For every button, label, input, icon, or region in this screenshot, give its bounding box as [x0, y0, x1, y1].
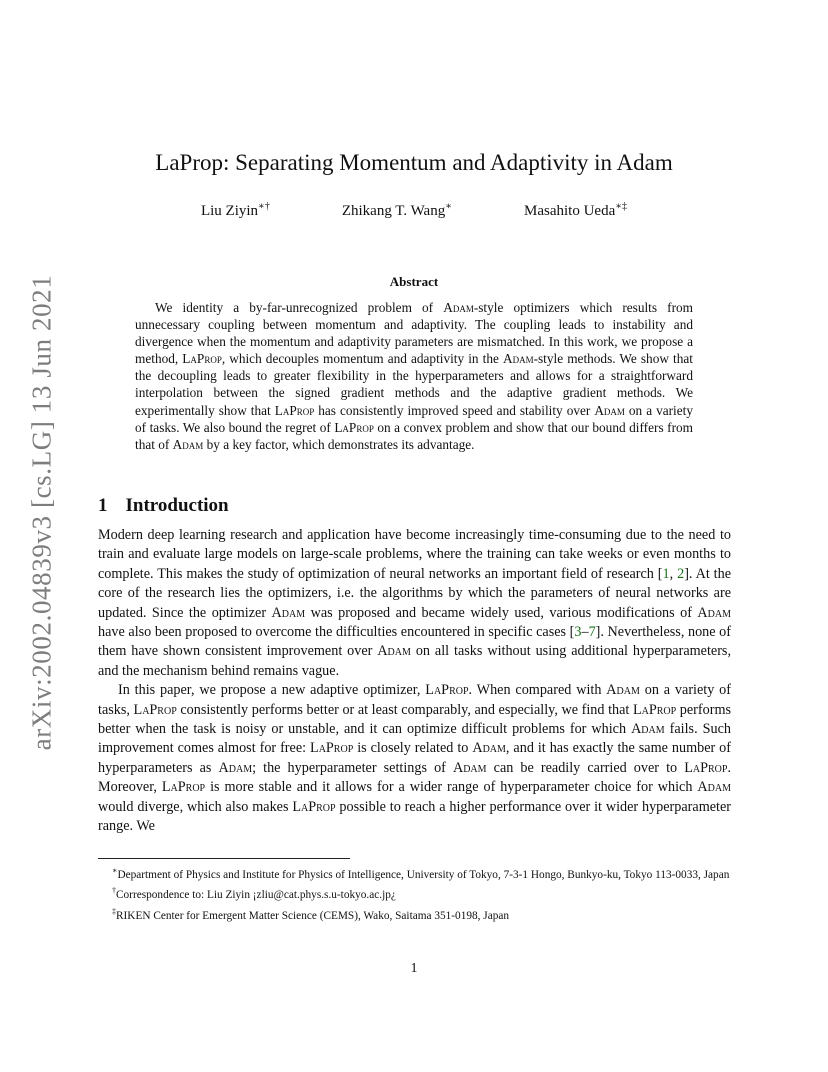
body-text-segment: . Moreover,	[98, 759, 731, 796]
footnotes	[98, 863, 731, 924]
section-title: Introduction	[125, 495, 229, 516]
method-name-laprop: LaProp	[425, 682, 469, 699]
body-text-segment: is closely related to	[353, 740, 473, 757]
author-affiliation-marks: ∗‡	[615, 201, 628, 212]
footnote-mark: †	[112, 886, 116, 896]
body-text-segment: have also been proposed to overcome the difficulties encountered in specific cases [	[98, 624, 575, 641]
method-name-adam: Adam	[218, 759, 253, 776]
body-text-segment: consistently performs better or at least comparably, and especially, we find that	[176, 701, 633, 718]
abstract-text-segment: by a key factor, which demonstrates its advantage.	[203, 436, 475, 452]
method-name-adam: Adam	[697, 604, 731, 621]
body-text-segment: –	[581, 624, 589, 641]
section-heading	[98, 495, 229, 517]
method-name-laprop: LaProp	[161, 779, 206, 796]
author-affiliation-marks: ∗†	[258, 201, 270, 212]
method-name-laprop: LaProp	[310, 740, 354, 757]
body-text-segment: ]. Nevertheless, none of them have shown consistent improvement over	[98, 624, 731, 660]
footnote	[98, 883, 731, 903]
author-list	[0, 201, 828, 220]
author	[201, 201, 270, 220]
body-text-segment: ,	[669, 565, 678, 582]
body-text-segment: ]. At the core of the research lies the optimizers, i.e. the algorithms by which the parameters of neural networks are updated. Since the optimizer	[98, 565, 732, 621]
abstract-text-segment: , which decouples momentum and adaptivity in the	[221, 351, 503, 367]
body-text-segment: In this paper, we propose a new adaptive optimizer,	[118, 682, 426, 699]
body-paragraph	[98, 526, 731, 681]
section-body	[98, 526, 731, 837]
method-name-adam: Adam	[452, 759, 487, 776]
method-name-laprop: LaProp	[292, 798, 336, 815]
abstract-text-segment: has consistently improved speed and stability over	[314, 402, 595, 418]
author	[342, 201, 452, 220]
body-text-segment: possible to reach a higher performance over it wider hyperparameter range. We	[98, 798, 731, 835]
method-name-adam: Adam	[172, 436, 204, 452]
method-name-adam: Adam	[443, 300, 474, 315]
author-name: Liu Ziyin	[200, 203, 259, 219]
method-name-laprop: LaProp	[334, 419, 374, 435]
citation-link[interactable]: 3	[574, 624, 582, 641]
abstract-heading: Abstract	[389, 274, 439, 289]
abstract-text-segment: -style methods. We show that the decoupling leads to greater flexibility in the hyperparameters and allows for a straightforward interpolation between the signed gradient methods and the adaptive gradient methods. We experimentally show that	[135, 351, 693, 418]
citation-link[interactable]: 1	[662, 565, 670, 582]
body-text-segment: ; the hyperparameter settings of	[252, 759, 453, 776]
footnote	[98, 863, 731, 883]
body-text-segment: was proposed and became widely used, various modifications of	[305, 604, 698, 621]
body-text-segment: is more stable and it allows for a wider range of hyperparameter choice for which	[205, 779, 698, 796]
method-name-adam: Adam	[472, 740, 506, 757]
footnote-text: RIKEN Center for Emergent Matter Science (CEMS), Wako, Saitama 351-0198, Japan	[116, 909, 510, 922]
method-name-adam: Adam	[594, 402, 625, 418]
section-number: 1	[98, 495, 108, 516]
body-text-segment: would diverge, which also makes	[98, 798, 293, 815]
author-name: Zhikang T. Wang	[341, 203, 446, 219]
footnote	[98, 904, 731, 924]
citation-link[interactable]: 7	[588, 624, 596, 641]
arxiv-identifier-text: arXiv:2002.04839v3 [cs.LG] 13 Jun 2021	[26, 274, 57, 750]
abstract-text-segment: on a variety of tasks. We also bound the regret of	[135, 402, 693, 435]
abstract-text-segment: -style optimizers which results from unnecessary coupling between momentum and adaptivity. The coupling leads to instability and divergence when the momentum and adaptivity parameters are mismatched. In this work, we propose a method,	[135, 300, 693, 367]
footnote-mark: ‡	[112, 906, 116, 916]
method-name-adam: Adam	[606, 682, 640, 699]
author-name: Masahito Ueda	[524, 203, 616, 219]
footnote-text: Correspondence to: Liu Ziyin ¡zliu@cat.phys.s.u-tokyo.ac.jp¿	[116, 889, 396, 902]
body-text-segment: Modern deep learning research and application have become increasingly time-consuming due to the need to train and evaluate large models on large-scale problems, where the training can take weeks or even months to complete. This makes the study of optimization of neural networks an important field of research [	[98, 527, 731, 582]
body-paragraph	[98, 681, 731, 836]
method-name-laprop: LaProp	[684, 759, 728, 776]
footnote-divider	[98, 858, 350, 859]
abstract-text-segment: on a convex problem and show that our bound differs from that of	[135, 419, 693, 452]
method-name-adam: Adam	[377, 643, 411, 660]
method-name-adam: Adam	[502, 351, 534, 367]
method-name-adam: Adam	[631, 721, 665, 738]
method-name-adam: Adam	[271, 604, 306, 621]
body-text-segment: on a variety of tasks,	[98, 682, 731, 718]
citation-link[interactable]: 2	[677, 565, 685, 582]
method-name-laprop: LaProp	[274, 402, 315, 418]
body-text-segment: performs better when the task is noisy or unstable, and it can optimize difficult problems for which	[98, 701, 731, 738]
method-name-laprop: LaProp	[632, 701, 677, 718]
arxiv-identifier-stamp	[20, 274, 64, 750]
body-text-segment: on all tasks without using additional hyperparameters, and the mechanism behind remains vague.	[98, 643, 731, 679]
paper-title: LaProp: Separating Momentum and Adaptivity in Adam	[155, 150, 673, 175]
method-name-adam: Adam	[697, 779, 731, 796]
body-text-segment: can be readily carried over to	[486, 759, 685, 776]
page-number: 1	[410, 961, 418, 976]
abstract-text	[135, 299, 693, 453]
abstract-text-segment: We identity a by-far-unrecognized problem of	[155, 300, 444, 315]
body-text-segment: , and it has exactly the same number of hyperparameters as	[98, 740, 731, 776]
method-name-laprop: LaProp	[182, 351, 222, 367]
author-affiliation-marks: ∗	[445, 201, 452, 212]
body-text-segment: . When compared with	[468, 682, 607, 699]
footnote-text: Department of Physics and Institute for Physics of Intelligence, University of Tokyo, 7-3-1 Hongo, Bunkyo-ku, Tokyo 113-0033, Japan	[117, 868, 730, 881]
author	[524, 201, 627, 220]
body-text-segment: fails. Such improvement comes almost for free:	[98, 721, 731, 757]
method-name-laprop: LaProp	[133, 701, 177, 718]
footnote-mark: ∗	[112, 866, 118, 875]
